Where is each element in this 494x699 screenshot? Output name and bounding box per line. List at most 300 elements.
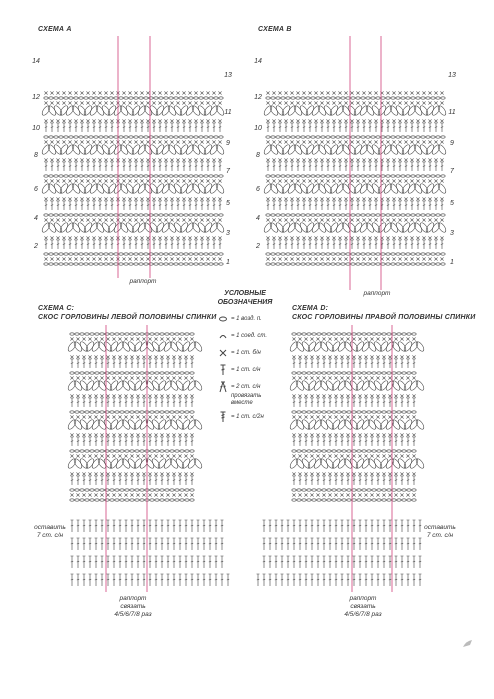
double-crochet: [273, 123, 276, 132]
single-crochet: [146, 218, 149, 221]
chain-stitch: [75, 450, 79, 452]
double-crochet: [399, 123, 402, 132]
single-crochet: [176, 101, 179, 104]
single-crochet: [140, 197, 143, 200]
double-crochet: [257, 574, 260, 586]
double-crochet: [161, 437, 164, 446]
chain-stitch: [135, 499, 139, 501]
chain-stitch: [189, 97, 193, 99]
chain-stitch: [281, 97, 285, 99]
double-crochet: [435, 162, 438, 171]
double-crochet: [341, 359, 344, 368]
chain-stitch: [119, 175, 123, 177]
single-crochet: [334, 394, 337, 397]
chain-stitch: [297, 411, 301, 413]
chain-stitch: [64, 97, 68, 99]
double-crochet: [411, 123, 414, 132]
single-crochet: [68, 257, 71, 260]
single-crochet: [158, 218, 161, 221]
double-crochet: [335, 520, 338, 532]
single-crochet: [358, 355, 361, 358]
shell-stitch: [127, 419, 138, 431]
chain-stitch: [209, 263, 213, 265]
single-crochet: [136, 433, 139, 436]
chain-stitch: [64, 253, 68, 255]
single-crochet: [160, 415, 163, 418]
shell-stitch: [139, 419, 150, 431]
legend-item-dc2tog: [217, 381, 285, 393]
chain-stitch: [94, 175, 98, 177]
single-crochet: [82, 493, 85, 496]
single-crochet: [200, 158, 203, 161]
chain-stitch: [302, 489, 306, 491]
chain-stitch: [356, 97, 360, 99]
single-crochet: [302, 140, 305, 143]
chain-stitch: [124, 253, 128, 255]
single-crochet: [86, 158, 89, 161]
chain-stitch: [311, 263, 315, 265]
chain-stitch: [154, 253, 158, 255]
single-crochet: [98, 91, 101, 94]
double-crochet: [149, 437, 152, 446]
single-crochet: [340, 493, 343, 496]
single-crochet: [86, 236, 89, 239]
chain-stitch: [396, 214, 400, 216]
double-crochet: [333, 123, 336, 132]
single-crochet-icon: [217, 347, 229, 359]
single-crochet: [388, 376, 391, 379]
single-crochet: [412, 355, 415, 358]
double-crochet: [113, 398, 116, 407]
chain-stitch: [412, 489, 416, 491]
single-crochet: [190, 376, 193, 379]
single-crochet: [374, 119, 377, 122]
shell-stitch: [145, 380, 156, 392]
chain-stitch: [144, 136, 148, 138]
double-crochet: [155, 574, 158, 586]
single-crochet: [386, 218, 389, 221]
single-crochet: [62, 257, 65, 260]
double-crochet: [119, 476, 122, 485]
single-crochet: [416, 91, 419, 94]
double-crochet: [69, 123, 72, 132]
chain-stitch: [110, 450, 114, 452]
double-crochet: [135, 240, 138, 249]
double-crochet: [101, 574, 104, 586]
chain-stitch: [135, 372, 139, 374]
double-crochet: [363, 162, 366, 171]
single-crochet: [74, 119, 77, 122]
chain-stitch: [74, 253, 78, 255]
double-crochet: [405, 123, 408, 132]
single-crochet: [338, 197, 341, 200]
chain-stitch: [286, 214, 290, 216]
legend-item-dc: [217, 364, 285, 376]
double-crochet: [89, 556, 92, 568]
shell-stitch: [109, 458, 120, 470]
shell-stitch: [179, 222, 190, 234]
shell-stitch: [155, 222, 166, 234]
chain-stitch: [214, 253, 218, 255]
single-crochet: [398, 257, 401, 260]
single-crochet: [298, 355, 301, 358]
single-crochet: [410, 257, 413, 260]
shell-stitch: [169, 380, 180, 392]
double-crochet: [77, 556, 80, 568]
single-crochet: [136, 472, 139, 475]
double-crochet: [423, 240, 426, 249]
single-crochet: [128, 257, 131, 260]
chain-stitch: [120, 411, 124, 413]
chain-stitch: [351, 175, 355, 177]
shell-stitch: [145, 419, 156, 431]
double-crochet: [317, 359, 320, 368]
chain-stitch: [312, 372, 316, 374]
legend-text: вместе: [231, 400, 253, 406]
double-crochet: [159, 240, 162, 249]
chain-stitch: [421, 263, 425, 265]
chain-stitch: [204, 97, 208, 99]
single-crochet: [112, 394, 115, 397]
single-crochet: [122, 101, 125, 104]
chain-stitch: [341, 97, 345, 99]
shell-stitch: [361, 380, 372, 392]
chain-stitch: [301, 263, 305, 265]
double-crochet: [167, 359, 170, 368]
double-crochet: [159, 201, 162, 210]
single-crochet: [332, 91, 335, 94]
single-crochet: [82, 472, 85, 475]
chain-stitch: [336, 136, 340, 138]
chain-stitch: [180, 489, 184, 491]
double-crochet: [395, 520, 398, 532]
single-crochet: [122, 140, 125, 143]
shell-stitch: [103, 380, 114, 392]
double-crochet: [149, 520, 152, 532]
shell-stitch: [373, 380, 384, 392]
shell-stitch: [397, 458, 408, 470]
single-crochet: [400, 472, 403, 475]
double-crochet: [155, 538, 158, 550]
shell-stitch: [287, 144, 298, 156]
chain-stitch: [406, 175, 410, 177]
double-crochet: [131, 398, 134, 407]
double-crochet: [207, 123, 210, 132]
single-crochet: [62, 179, 65, 182]
double-crochet: [333, 240, 336, 249]
single-crochet: [98, 197, 101, 200]
shell-stitch: [355, 380, 366, 392]
single-crochet: [394, 394, 397, 397]
chain-stitch: [412, 499, 416, 501]
shell-stitch: [311, 144, 322, 156]
chain-stitch: [341, 175, 345, 177]
shell-stitch: [403, 380, 414, 392]
chain-stitch: [406, 263, 410, 265]
shell-stitch: [83, 105, 94, 117]
chain-stitch: [327, 411, 331, 413]
legend-item-tr: [217, 411, 285, 423]
single-crochet: [212, 119, 215, 122]
double-crochet: [137, 398, 140, 407]
double-crochet: [363, 201, 366, 210]
shell-stitch: [59, 222, 70, 234]
shell-stitch: [41, 183, 52, 195]
single-crochet: [170, 119, 173, 122]
shell-stitch: [167, 183, 178, 195]
single-crochet: [74, 236, 77, 239]
shell-stitch: [77, 105, 88, 117]
double-crochet: [51, 240, 54, 249]
chain-stitch: [351, 253, 355, 255]
chain-stitch: [307, 450, 311, 452]
single-crochet: [184, 355, 187, 358]
single-crochet: [320, 140, 323, 143]
double-crochet: [395, 574, 398, 586]
double-crochet: [171, 123, 174, 132]
scheme-b-repeat-label: раппорт: [363, 290, 391, 297]
double-crochet: [105, 123, 108, 132]
chain-stitch: [174, 97, 178, 99]
chain-stitch: [165, 499, 169, 501]
shell-stitch: [103, 458, 114, 470]
single-crochet: [76, 355, 79, 358]
chain-stitch: [392, 489, 396, 491]
chain-stitch: [407, 450, 411, 452]
single-crochet: [178, 355, 181, 358]
shell-stitch: [407, 105, 418, 117]
single-crochet: [302, 119, 305, 122]
double-crochet: [87, 123, 90, 132]
chain-stitch: [124, 97, 128, 99]
single-crochet: [86, 218, 89, 221]
single-crochet: [94, 355, 97, 358]
double-crochet: [291, 201, 294, 210]
single-crochet: [362, 179, 365, 182]
page-corner-mark-icon: [462, 639, 474, 649]
single-crochet: [284, 197, 287, 200]
double-crochet: [137, 359, 140, 368]
single-crochet: [388, 337, 391, 340]
double-crochet: [215, 574, 218, 586]
single-crochet: [170, 101, 173, 104]
chain-stitch: [180, 372, 184, 374]
single-crochet: [290, 179, 293, 182]
shell-stitch: [67, 341, 78, 353]
chain-stitch: [144, 97, 148, 99]
double-crochet: [185, 556, 188, 568]
single-crochet: [172, 337, 175, 340]
single-crochet: [200, 236, 203, 239]
chain-stitch: [79, 263, 83, 265]
double-crochet: [179, 398, 182, 407]
double-crochet: [105, 201, 108, 210]
single-crochet: [178, 337, 181, 340]
double-crochet: [353, 556, 356, 568]
shell-stitch: [169, 419, 180, 431]
double-crochet: [89, 538, 92, 550]
single-crochet: [302, 101, 305, 104]
single-crochet: [190, 433, 193, 436]
single-crochet: [190, 472, 193, 475]
shell-stitch: [47, 144, 58, 156]
shell-stitch: [325, 419, 336, 431]
single-crochet: [328, 454, 331, 457]
chain-stitch: [362, 489, 366, 491]
chain-stitch: [317, 333, 321, 335]
chain-stitch: [134, 263, 138, 265]
shell-stitch: [143, 105, 154, 117]
chain-stitch: [160, 333, 164, 335]
chain-stitch: [421, 97, 425, 99]
single-crochet: [272, 218, 275, 221]
chain-stitch: [49, 175, 53, 177]
chain-stitch: [164, 253, 168, 255]
chain-stitch: [297, 333, 301, 335]
chain-stitch: [326, 263, 330, 265]
chain-stitch: [114, 253, 118, 255]
double-crochet: [83, 476, 86, 485]
single-crochet: [148, 337, 151, 340]
double-crochet: [327, 201, 330, 210]
single-crochet: [272, 257, 275, 260]
single-crochet: [340, 472, 343, 475]
chain-stitch: [114, 136, 118, 138]
shell-stitch: [407, 222, 418, 234]
single-crochet: [362, 119, 365, 122]
single-crochet: [350, 218, 353, 221]
chain-stitch: [105, 489, 109, 491]
single-crochet: [218, 179, 221, 182]
chain-stitch: [352, 372, 356, 374]
shell-stitch: [143, 144, 154, 156]
double-crochet: [383, 556, 386, 568]
chain-stitch: [140, 450, 144, 452]
single-crochet: [212, 158, 215, 161]
chain-stitch: [174, 253, 178, 255]
double-crochet: [347, 476, 350, 485]
chain-stitch: [124, 214, 128, 216]
shell-stitch: [125, 144, 136, 156]
single-crochet: [118, 472, 121, 475]
chain-stitch: [169, 263, 173, 265]
chain-stitch: [391, 253, 395, 255]
double-crochet: [149, 359, 152, 368]
double-crochet: [413, 574, 416, 586]
single-crochet: [434, 101, 437, 104]
single-crochet: [104, 218, 107, 221]
single-crochet: [154, 433, 157, 436]
shell-stitch: [79, 419, 90, 431]
chain-stitch: [317, 499, 321, 501]
chain-stitch: [331, 214, 335, 216]
single-crochet: [188, 257, 191, 260]
chain-stitch: [382, 372, 386, 374]
single-crochet: [74, 140, 77, 143]
chain-stitch: [311, 175, 315, 177]
single-crochet: [122, 179, 125, 182]
shell-stitch: [109, 380, 120, 392]
chain-stitch: [160, 411, 164, 413]
single-crochet: [332, 140, 335, 143]
chain-stitch: [377, 333, 381, 335]
chain-stitch: [337, 372, 341, 374]
double-crochet: [389, 538, 392, 550]
double-crochet: [201, 201, 204, 210]
single-crochet: [304, 493, 307, 496]
legend-text: провязать: [231, 393, 262, 399]
single-crochet: [44, 91, 47, 94]
chain-stitch: [54, 263, 58, 265]
double-crochet: [203, 520, 206, 532]
scheme-d-title-line1: СХЕМА D:: [292, 305, 329, 312]
single-crochet: [298, 454, 301, 457]
single-crochet: [134, 101, 137, 104]
single-crochet: [82, 433, 85, 436]
chain-stitch: [119, 97, 123, 99]
single-crochet: [406, 493, 409, 496]
chain-stitch: [311, 97, 315, 99]
double-crochet: [183, 201, 186, 210]
shell-stitch: [59, 105, 70, 117]
double-crochet: [135, 162, 138, 171]
chain-stitch: [306, 136, 310, 138]
single-crochet: [338, 158, 341, 161]
chain-stitch: [104, 136, 108, 138]
single-crochet: [200, 197, 203, 200]
double-crochet: [219, 162, 222, 171]
double-crochet: [357, 123, 360, 132]
double-crochet: [95, 520, 98, 532]
double-crochet: [189, 123, 192, 132]
single-crochet: [340, 394, 343, 397]
single-crochet: [292, 454, 295, 457]
single-crochet: [142, 415, 145, 418]
row-number: 8: [34, 152, 38, 159]
chain-stitch: [346, 175, 350, 177]
double-crochet: [323, 538, 326, 550]
chain-stitch: [381, 253, 385, 255]
single-crochet: [308, 101, 311, 104]
chain-stitch: [407, 333, 411, 335]
single-crochet: [178, 433, 181, 436]
double-crochet: [309, 201, 312, 210]
chain-stitch: [367, 489, 371, 491]
shell-stitch: [301, 380, 312, 392]
row-number: 11: [448, 109, 456, 116]
chain-stitch: [381, 97, 385, 99]
double-crochet: [279, 123, 282, 132]
chain-stitch: [421, 136, 425, 138]
single-crochet: [326, 91, 329, 94]
chain-stitch: [194, 253, 198, 255]
double-crochet: [125, 476, 128, 485]
single-crochet: [200, 91, 203, 94]
single-crochet: [164, 158, 167, 161]
double-crochet: [171, 162, 174, 171]
chain-stitch: [125, 489, 129, 491]
single-crochet: [76, 493, 79, 496]
double-crochet: [221, 574, 224, 586]
chain-stitch: [150, 489, 154, 491]
double-crochet: [119, 437, 122, 446]
shell-stitch: [319, 380, 330, 392]
single-crochet: [80, 197, 83, 200]
single-crochet: [398, 179, 401, 182]
single-crochet: [382, 394, 385, 397]
scheme-d-repeat-note: [335, 595, 391, 619]
double-crochet: [185, 476, 188, 485]
